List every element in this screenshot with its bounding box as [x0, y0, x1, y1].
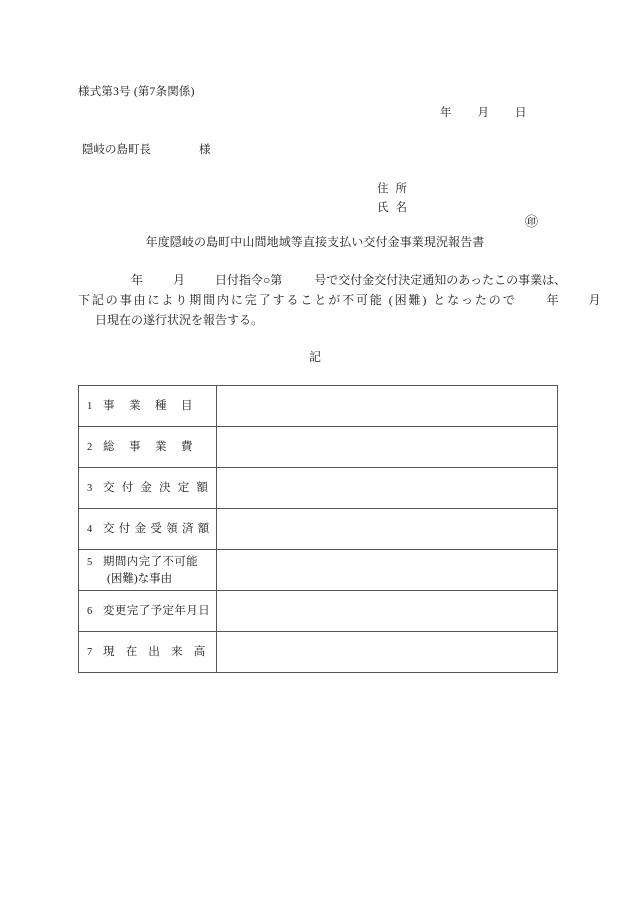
status-report-table	[78, 385, 558, 673]
row-label: 事業種目	[103, 400, 207, 412]
table-row	[79, 591, 558, 632]
row-label: 変更完了予定年月日	[103, 605, 211, 617]
row-label-cell	[79, 509, 217, 550]
row-label: 交付金受領済額	[103, 523, 214, 535]
addressee-honorific: 様	[199, 144, 211, 156]
date-year-label: 年	[440, 107, 452, 119]
row-label-cell	[79, 632, 217, 673]
row-number: 6	[87, 606, 93, 617]
body-line2-month: 月	[588, 293, 601, 307]
row-value-cell[interactable]	[217, 468, 558, 509]
addressee-title: 隠岐の島町長	[82, 144, 151, 156]
row-number: 1	[87, 401, 93, 412]
name-label: 氏名	[377, 202, 414, 214]
form-number: 様式第3号 (第7条関係)	[78, 86, 195, 98]
row-value-cell[interactable]	[217, 550, 558, 591]
row-label-cell	[79, 550, 217, 591]
table-row	[79, 427, 558, 468]
row-value-cell[interactable]	[217, 386, 558, 427]
row-label-cell	[79, 591, 217, 632]
header-date-line	[440, 104, 527, 120]
table-row	[79, 509, 558, 550]
body-line1-rest: 号で交付金交付決定通知のあったこの事業は、	[314, 273, 567, 287]
row-value-cell[interactable]	[217, 591, 558, 632]
date-day-label: 日	[515, 107, 527, 119]
body-directive-label: 日付指令○第	[215, 273, 283, 287]
row-value-cell[interactable]	[217, 509, 558, 550]
body-line-1	[131, 271, 566, 288]
body-line2-year: 年	[546, 293, 559, 307]
address-label: 住所	[377, 183, 414, 195]
row-number: 7	[87, 647, 93, 658]
date-month-label: 月	[477, 107, 489, 119]
row-value-cell[interactable]	[217, 632, 558, 673]
ki-marker: 記	[308, 350, 321, 364]
row-label-line1: 期間内完了不可能	[103, 556, 199, 568]
addressee-line	[82, 141, 211, 157]
table-row	[79, 468, 558, 509]
row-value-cell[interactable]	[217, 427, 558, 468]
row-label: 総事業費	[103, 441, 207, 453]
row-number: 4	[87, 524, 93, 535]
body-line-2	[78, 291, 601, 308]
table-row	[79, 386, 558, 427]
table-row	[79, 550, 558, 591]
address-row	[377, 180, 414, 199]
name-row	[377, 199, 539, 229]
body-month-label: 月	[173, 273, 186, 287]
body-line2-main: 下記の事由により期間内に完了することが不可能 (困難) となったので	[78, 293, 517, 307]
document-title: 年度隠岐の島町中山間地域等直接支払い交付金事業現況報告書	[145, 235, 485, 249]
body-line-3: 日現在の遂行状況を報告する。	[95, 313, 264, 327]
table-row	[79, 632, 558, 673]
body-year-label: 年	[131, 273, 144, 287]
seal-icon: ㊞	[525, 214, 539, 229]
row-number: 3	[87, 483, 93, 494]
row-label-line2: (困難)な事由	[107, 573, 173, 585]
row-label: 現在出来高	[103, 646, 217, 658]
row-number: 5	[87, 557, 93, 568]
row-label-cell	[79, 468, 217, 509]
applicant-block	[377, 180, 539, 229]
row-label-cell	[79, 386, 217, 427]
row-number: 2	[87, 442, 93, 453]
row-label-cell	[79, 427, 217, 468]
row-label: 交付金決定額	[103, 482, 216, 494]
